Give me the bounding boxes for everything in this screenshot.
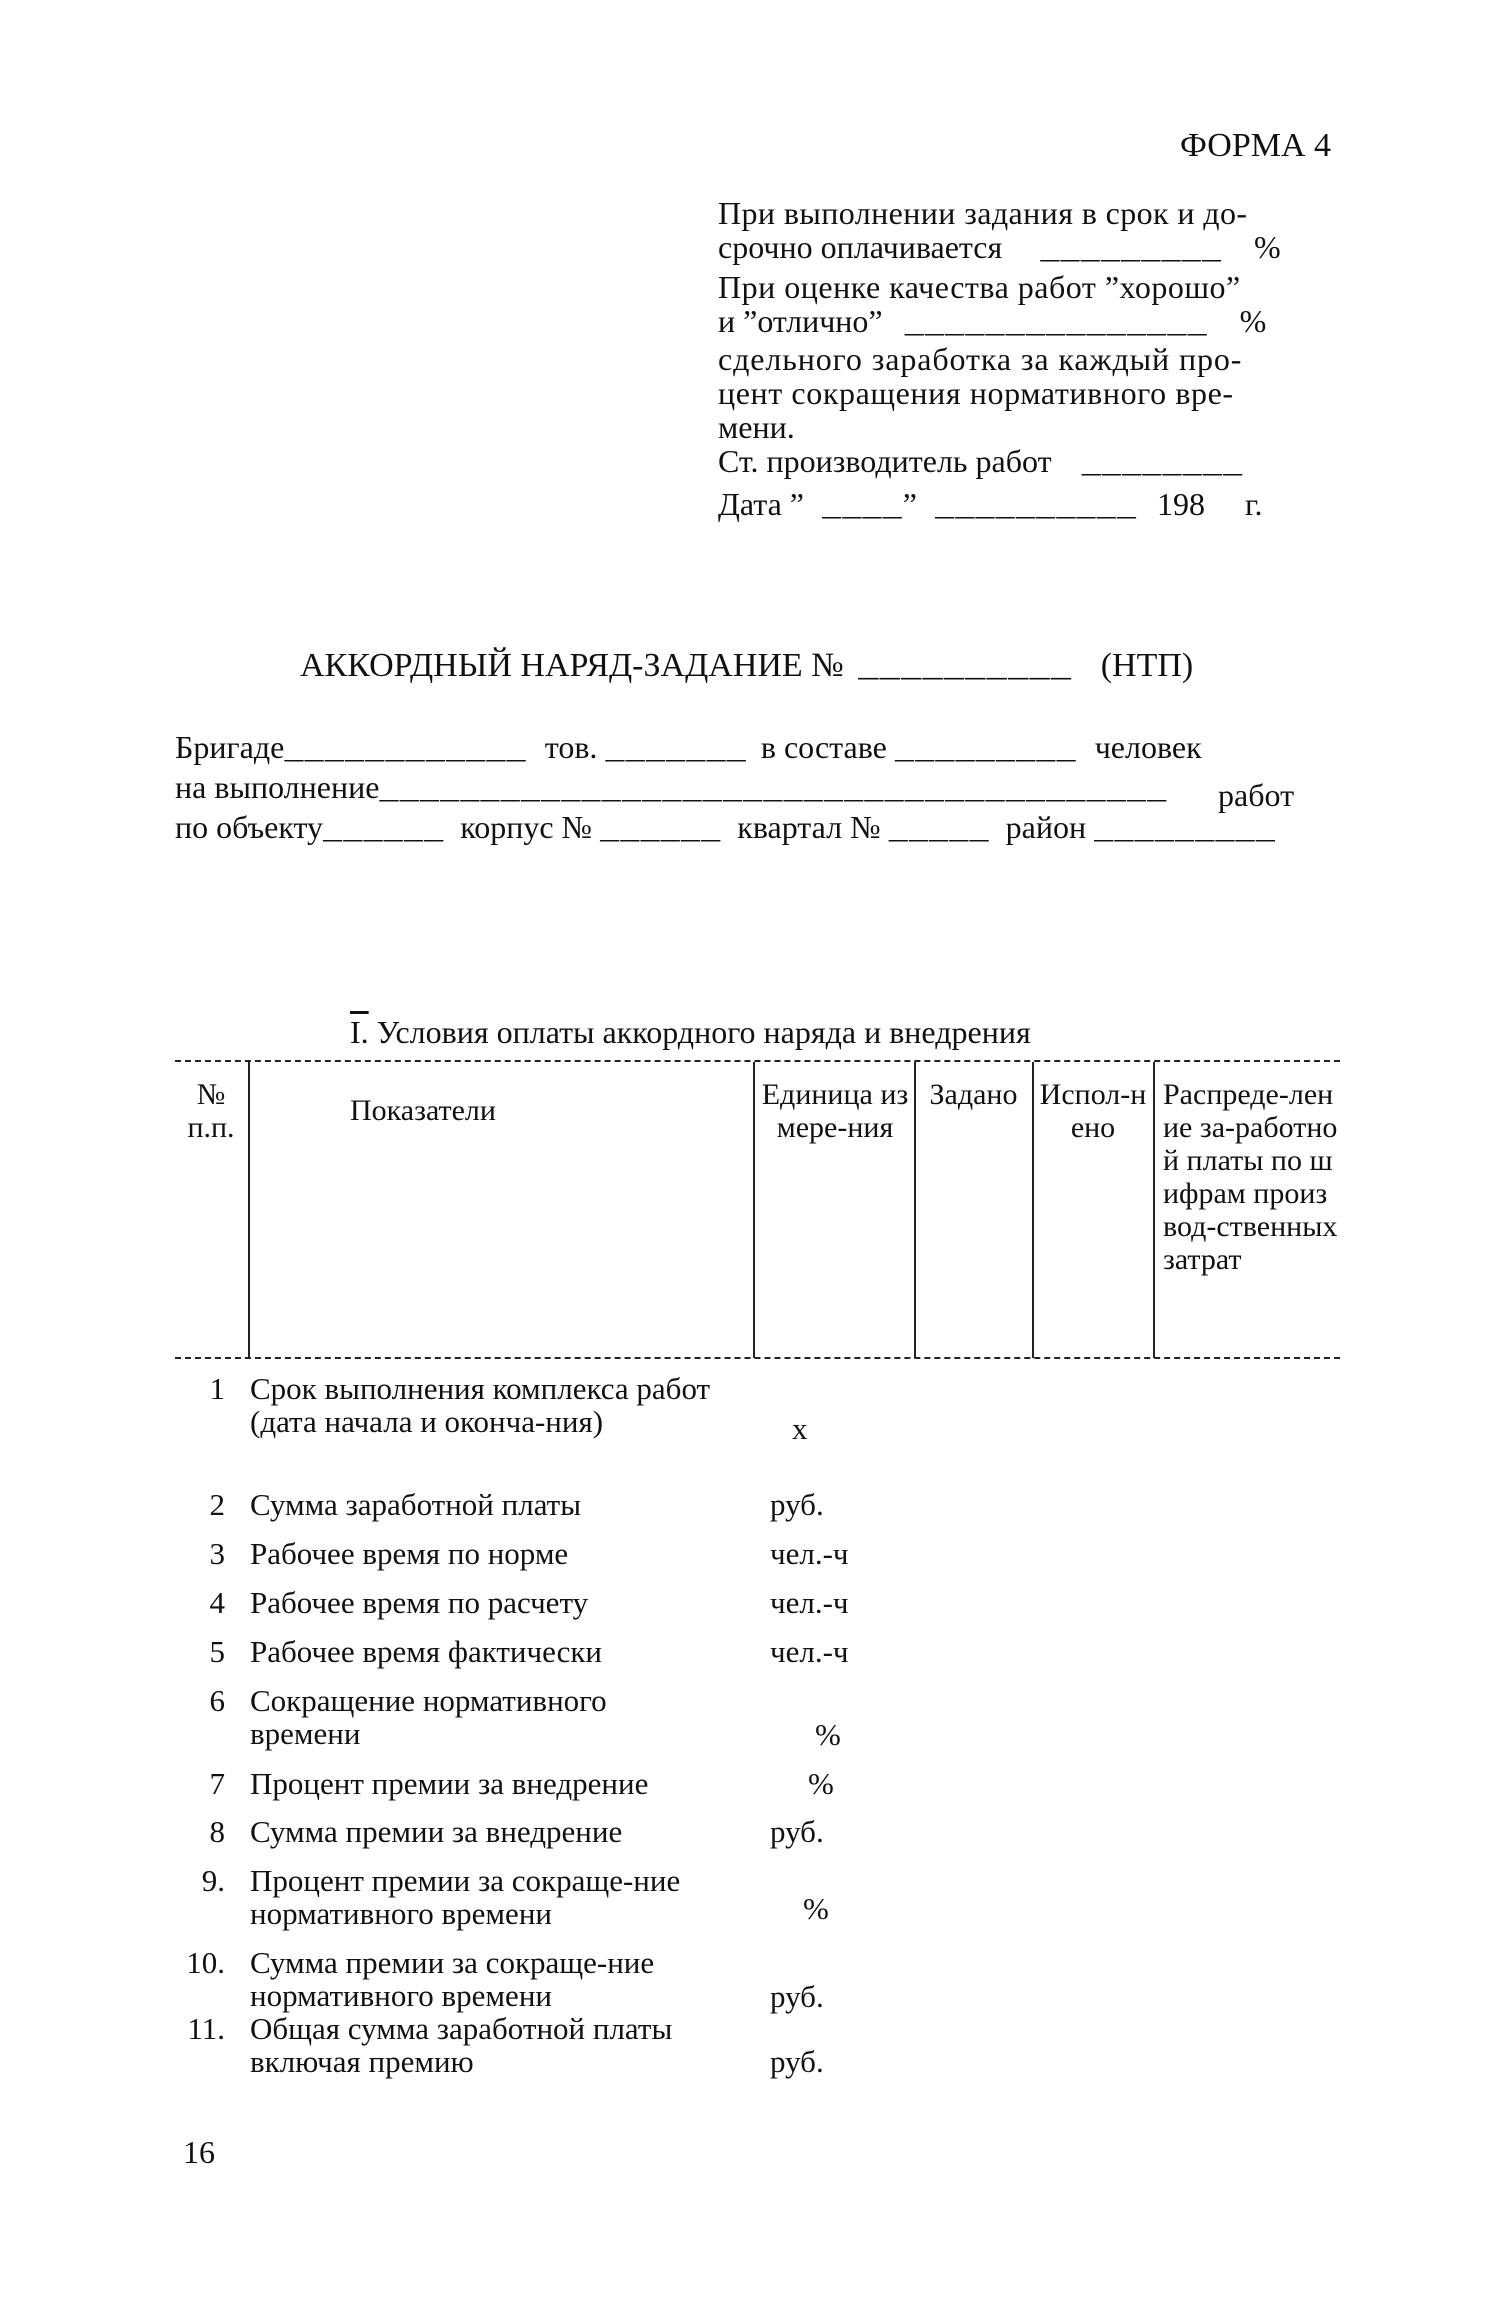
date-day-blank: ____ [821, 488, 903, 525]
terms-line-2-blank: _________ [1040, 231, 1223, 268]
table-top-rule [175, 1060, 1340, 1062]
senior-foreman-blank: ________ [1081, 445, 1244, 482]
header-num: № п.п. [187, 1078, 235, 1144]
table-divider-1 [248, 1062, 250, 1358]
row-2-name: Сумма заработной платы [250, 1487, 582, 1522]
row-2-unit: руб. [770, 1487, 824, 1522]
date-month-blank: __________ [935, 488, 1138, 525]
form-label: ФОРМА 4 [1180, 127, 1332, 164]
table-divider-5 [1153, 1062, 1155, 1358]
header-planned: Задано [929, 1078, 1018, 1111]
row-4-unit: чел.-ч [770, 1585, 849, 1620]
row-7-num: 7 [209, 1766, 225, 1801]
table-divider-4 [1032, 1062, 1034, 1358]
object-line [175, 810, 1276, 847]
brigade-label: Бригаде [175, 729, 285, 765]
document-title-suffix: (НТП) [1100, 647, 1194, 684]
brigade-blank: ____________ [284, 731, 527, 768]
building-label: корпус № [460, 809, 593, 845]
row-11-unit: руб. [770, 2044, 824, 2079]
row-5-num: 5 [209, 1634, 225, 1669]
row-9-name: Процент премии за сокраще-ние нормативного времени [250, 1863, 681, 1931]
row-1-num: 1 [209, 1371, 225, 1406]
row-9-unit: % [803, 1891, 829, 1926]
row-8-num: 8 [209, 1814, 225, 1849]
date-suffix: г. [1245, 486, 1263, 522]
execution-blank: _______________________________________ [379, 771, 1168, 808]
row-11-num: 11. [187, 2011, 225, 2046]
senior-foreman-label: Ст. производитель работ [718, 443, 1052, 479]
row-9-num: 9. [201, 1863, 225, 1898]
terms-line-2 [718, 230, 1281, 267]
terms-line-5: сдельного заработка за каждый про- [718, 341, 1243, 377]
row-8-name: Сумма премии за внедрение [250, 1814, 623, 1849]
document-title [300, 648, 1193, 686]
brigade-line [175, 730, 1202, 767]
execution-line [175, 770, 1167, 807]
table-divider-3 [914, 1062, 916, 1358]
row-10-unit: руб. [770, 1979, 824, 2014]
section-number: I. [350, 1014, 369, 1050]
terms-line-1: При выполнении задания в срок и до- [718, 195, 1248, 231]
quarter-label: квартал № [737, 809, 881, 845]
row-1-name: Срок выполнения комплекса работ (дата начала и оконча-ния) [250, 1371, 711, 1439]
row-10-name: Сумма премии за сокраще-ние нормативного времени [250, 1945, 655, 2013]
row-6-num: 6 [209, 1683, 225, 1718]
execution-label: на выполнение [175, 769, 380, 805]
header-indicators: Показатели [350, 1094, 496, 1127]
date-quote: ” [902, 486, 917, 522]
composition-blank: _________ [894, 731, 1077, 768]
table-header-rule [175, 1357, 1340, 1359]
terms-line-4-text: и ”отлично” [718, 303, 883, 339]
terms-line-3: При оценке качества работ ”хорошо” [718, 269, 1241, 305]
date-year: 198 [1157, 486, 1206, 522]
row-7-unit: % [808, 1766, 834, 1801]
object-blank: ______ [323, 811, 445, 848]
row-10-num: 10. [186, 1945, 225, 1980]
terms-line-2-percent: % [1254, 229, 1281, 265]
terms-line-4 [718, 304, 1266, 341]
row-2-num: 2 [209, 1487, 225, 1522]
header-distribution: Распреде-ление за-работной платы по шифрам производ-ственных затрат [1163, 1078, 1338, 1276]
quarter-blank: _____ [888, 811, 990, 848]
senior-foreman-line [718, 444, 1243, 481]
row-5-name: Рабочее время фактически [250, 1634, 603, 1669]
object-label: по объекту [175, 809, 324, 845]
row-8-unit: руб. [770, 1814, 824, 1849]
row-4-num: 4 [209, 1585, 225, 1620]
terms-line-4-percent: % [1239, 303, 1267, 339]
composition-label: в составе [760, 729, 887, 765]
header-unit: Единица измере-ния [761, 1078, 909, 1144]
terms-line-2-text: срочно оплачивается [718, 229, 1003, 265]
header-done: Испол-нено [1039, 1078, 1147, 1144]
row-3-num: 3 [209, 1536, 225, 1571]
row-3-name: Рабочее время по норме [250, 1536, 569, 1571]
terms-line-7: мени. [718, 409, 795, 445]
row-6-unit: % [815, 1717, 841, 1752]
date-label: Дата ” [718, 486, 804, 522]
row-3-unit: чел.-ч [770, 1536, 849, 1571]
tov-blank: _______ [605, 731, 747, 768]
row-7-name: Процент премии за внедрение [250, 1766, 649, 1801]
building-blank: ______ [600, 811, 722, 848]
tov-label: тов. [544, 729, 598, 765]
document-title-text: АККОРДНЫЙ НАРЯД-ЗАДАНИЕ № [300, 647, 844, 684]
terms-line-6: цент сокращения нормативного вре- [718, 375, 1234, 411]
section-title: Условия оплаты аккордного наряда и внедрения [376, 1014, 1031, 1050]
people-label: человек [1094, 729, 1202, 765]
works-label: работ [1218, 777, 1295, 813]
row-1-unit: х [792, 1411, 808, 1446]
row-11-name: Общая сумма заработной платы включая премию [250, 2011, 673, 2079]
row-4-name: Рабочее время по расчету [250, 1585, 589, 1620]
row-6-name: Сокращение нормативного времени [250, 1683, 607, 1751]
district-blank: _________ [1094, 811, 1276, 848]
district-label: район [1005, 809, 1087, 845]
row-5-unit: чел.-ч [770, 1634, 849, 1669]
section-heading [350, 1015, 1031, 1049]
terms-line-4-blank: _______________ [904, 305, 1208, 342]
page-number: 16 [183, 2134, 215, 2170]
table-divider-2 [753, 1062, 755, 1358]
date-line [718, 487, 1263, 524]
document-number-blank: __________ [858, 649, 1073, 687]
